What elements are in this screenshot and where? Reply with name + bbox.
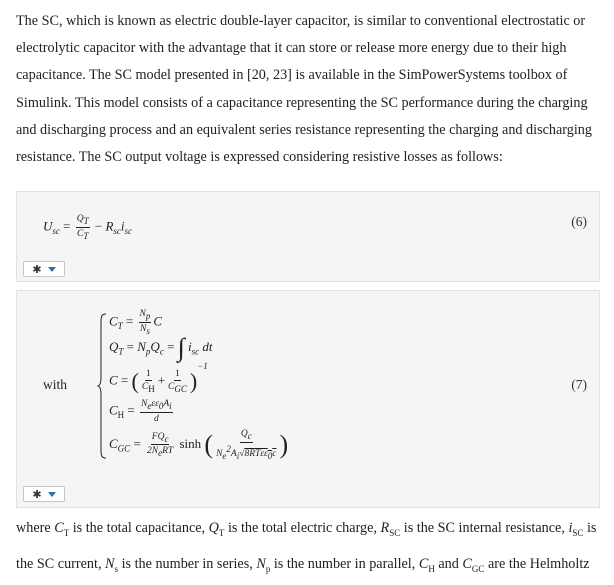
gear-icon: ✱ xyxy=(32,487,42,501)
gear-icon: ✱ xyxy=(32,262,42,276)
eq-ct: $C_T$ = $\frac{N_p}{N_s}$ C xyxy=(109,309,163,336)
eq-ch: $C_H$ = $\frac{N_e\varepsilon\varepsilon_0A_i}{d}$ xyxy=(109,399,172,424)
equation-7-box xyxy=(16,290,600,508)
left-brace xyxy=(97,313,107,459)
equation-number-6: (6) xyxy=(571,214,587,229)
equation-number-7: (7) xyxy=(571,377,587,392)
chevron-down-icon xyxy=(48,267,56,272)
equation-6-box xyxy=(16,191,600,282)
equation-tools-button-2[interactable] xyxy=(23,486,65,502)
with-label: with xyxy=(43,377,68,392)
eq-qt: $Q_T = N_pQ_c$ = ∫ $i_{sc}$ dt xyxy=(109,333,213,363)
equation-6: $U_{sc}$ = $\frac{Q_T}{C_T}$ − $R_{sc}i_{sc}$ xyxy=(43,214,133,241)
equation-tools-button[interactable] xyxy=(23,261,65,277)
eq-c: C = ( $\frac{1}{C_H}$ + $\frac{1}{C_{GC}}$ )$^{-1}$ xyxy=(109,361,208,394)
eq-cgc: $C_{GC}$ = $\frac{FQ_c}{2N_eRT}$ sinh ( $\frac{Q_c}{N_e^2A_i√8RT\varepsilon\varepsilon_0c}$ ) xyxy=(109,429,289,461)
charge-over-capacitance: $\frac{Q_T}{C_T}$ xyxy=(76,214,89,241)
paragraph-intro: The SC, which is known as electric double-layer capacitor, is similar to conventional electrostatic or electrolytic capacitor with the advantage that it can store or release more energy due to their high capacitance. The SC model presented in [20, 23] is available in the SimPowerSystems toolbox of Simulink. This model consists of a capacitance representing the SC performance during the charging and discharging process and an equivalent series resistance representing the charging and discharging resistance. The SC output voltage is expressed considering resistive losses as follows: xyxy=(16,13,592,166)
paragraph-definitions: where $C_T$ is the total capacitance, $Q_T$ is the total electric charge, $R_{SC}$ is the SC internal resistance, $i_{SC}$ is the SC current, $N_s$ is the number in series, $N_p$ is the number in parallel, $C_H$ and $C_{GC}$ are the Helmholtz xyxy=(16,520,597,574)
chevron-down-icon xyxy=(48,492,56,497)
